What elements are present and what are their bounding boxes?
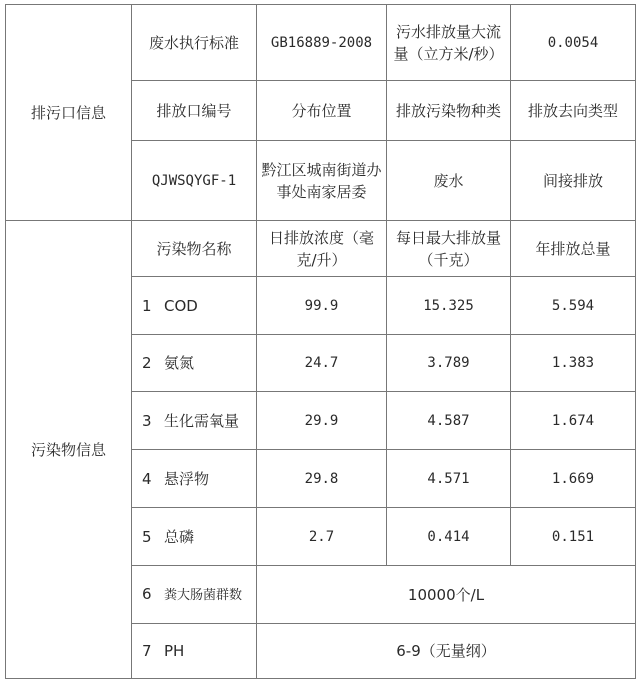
daily-max-header: 每日最大排放量（千克） xyxy=(387,221,511,277)
standard-label: 废水执行标准 xyxy=(132,5,257,81)
merged-value: 6-9（无量纲） xyxy=(257,624,636,679)
pollutant-name: PH xyxy=(164,642,185,660)
concentration-value: 29.9 xyxy=(257,392,387,450)
outlet-code-label: 排放口编号 xyxy=(132,81,257,141)
pollutant-section-label: 污染物信息 xyxy=(6,221,132,679)
pollutant-name: 总磷 xyxy=(164,527,195,546)
annual-total-value: 1.669 xyxy=(511,450,636,508)
pollutant-type-label: 排放污染物种类 xyxy=(387,81,511,141)
pollutant-type-value: 废水 xyxy=(387,141,511,221)
location-label: 分布位置 xyxy=(257,81,387,141)
pollutant-name: 氨氮 xyxy=(164,354,195,372)
concentration-value: 2.7 xyxy=(257,508,387,566)
concentration-header: 日排放浓度（毫克/升） xyxy=(257,221,387,277)
pollutant-name: 悬浮物 xyxy=(164,469,210,488)
daily-max-value: 4.587 xyxy=(387,392,511,450)
pollutant-name-header: 污染物名称 xyxy=(132,221,257,277)
pollutant-name: COD xyxy=(164,296,198,315)
destination-type-value: 间接排放 xyxy=(511,141,636,221)
pollutant-name: 生化需氧量 xyxy=(164,411,240,430)
standard-value: GB16889-2008 xyxy=(257,5,387,81)
pollutant-name: 粪大肠菌群数 xyxy=(164,587,243,603)
row-index: 4 xyxy=(142,469,152,488)
location-value: 黔江区城南街道办事处南家居委 xyxy=(257,141,387,221)
concentration-value: 29.8 xyxy=(257,450,387,508)
row-index: 7 xyxy=(142,642,152,660)
flow-value: 0.0054 xyxy=(511,5,636,81)
destination-type-label: 排放去向类型 xyxy=(511,81,636,141)
annual-total-value: 1.383 xyxy=(511,335,636,392)
annual-total-header: 年排放总量 xyxy=(511,221,636,277)
flow-label: 污水排放量大流量（立方米/秒） xyxy=(387,5,511,81)
row-index: 5 xyxy=(142,527,152,546)
daily-max-value: 4.571 xyxy=(387,450,511,508)
daily-max-value: 0.414 xyxy=(387,508,511,566)
row-index: 1 xyxy=(142,296,152,315)
annual-total-value: 5.594 xyxy=(511,277,636,335)
row-index: 2 xyxy=(142,354,152,372)
daily-max-value: 3.789 xyxy=(387,335,511,392)
row-index: 6 xyxy=(142,584,152,603)
outlet-section-label: 排污口信息 xyxy=(6,5,132,221)
daily-max-value: 15.325 xyxy=(387,277,511,335)
annual-total-value: 0.151 xyxy=(511,508,636,566)
discharge-info-table xyxy=(5,4,636,679)
concentration-value: 99.9 xyxy=(257,277,387,335)
concentration-value: 24.7 xyxy=(257,335,387,392)
outlet-code-value: QJWSQYGF-1 xyxy=(132,141,257,221)
row-index: 3 xyxy=(142,411,152,430)
merged-value: 10000个/L xyxy=(257,566,636,624)
annual-total-value: 1.674 xyxy=(511,392,636,450)
